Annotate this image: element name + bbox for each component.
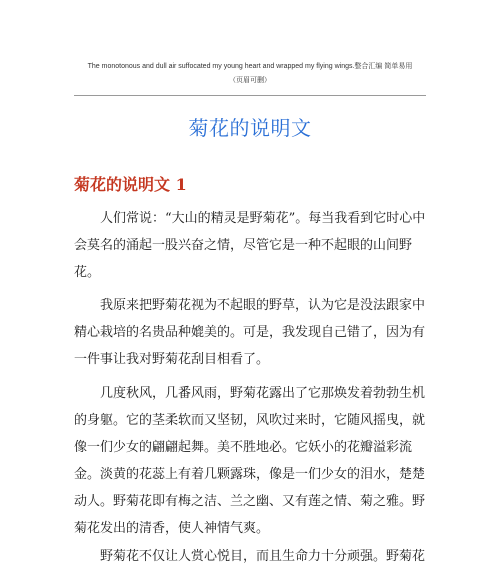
- header-divider: [74, 95, 426, 96]
- document-title: 菊花的说明文: [188, 116, 312, 140]
- body-paragraph: 野菊花不仅让人赏心悦目，而且生命力十分顽强。野菊花: [100, 549, 426, 564]
- section-heading: 菊花的说明文 1: [74, 175, 187, 194]
- page-header-text: The monotonous and dull air suffocated my young heart and wrapped my flying wings.整合汇编 简单易用: [87, 63, 413, 70]
- page-header-note: （页眉可删）: [229, 76, 271, 84]
- body-paragraph: 几度秋风，几番风雨，野菊花露出了它那焕发着勃勃生机的身躯。它的茎柔软而又坚韧，风吹过来时，它随风摇曳，就像一们少女的翩翩起舞。美不胜地必。它妖小的花瓣溢彩流金。淡黄的花蕊上有着几颗露珠，像是一们少女的泪水，楚楚动人。野菊花即有梅之洁、兰之幽、又有莲之情、菊之雅。野菊花发出的清香，使人神情气爽。: [74, 386, 426, 536]
- body-paragraph: 我原来把野菊花视为不起眼的野草，认为它是没法跟家中精心栽培的名贵品种媲美的。可是，我发现自己错了，因为有一件事让我对野菊花刮目相看了。: [74, 298, 426, 367]
- body-paragraph: 人们常说：“大山的精灵是野菊花”。每当我看到它时心中会莫名的涌起一股兴奋之情，尽管它是一种不起眼的山间野花。: [74, 211, 426, 280]
